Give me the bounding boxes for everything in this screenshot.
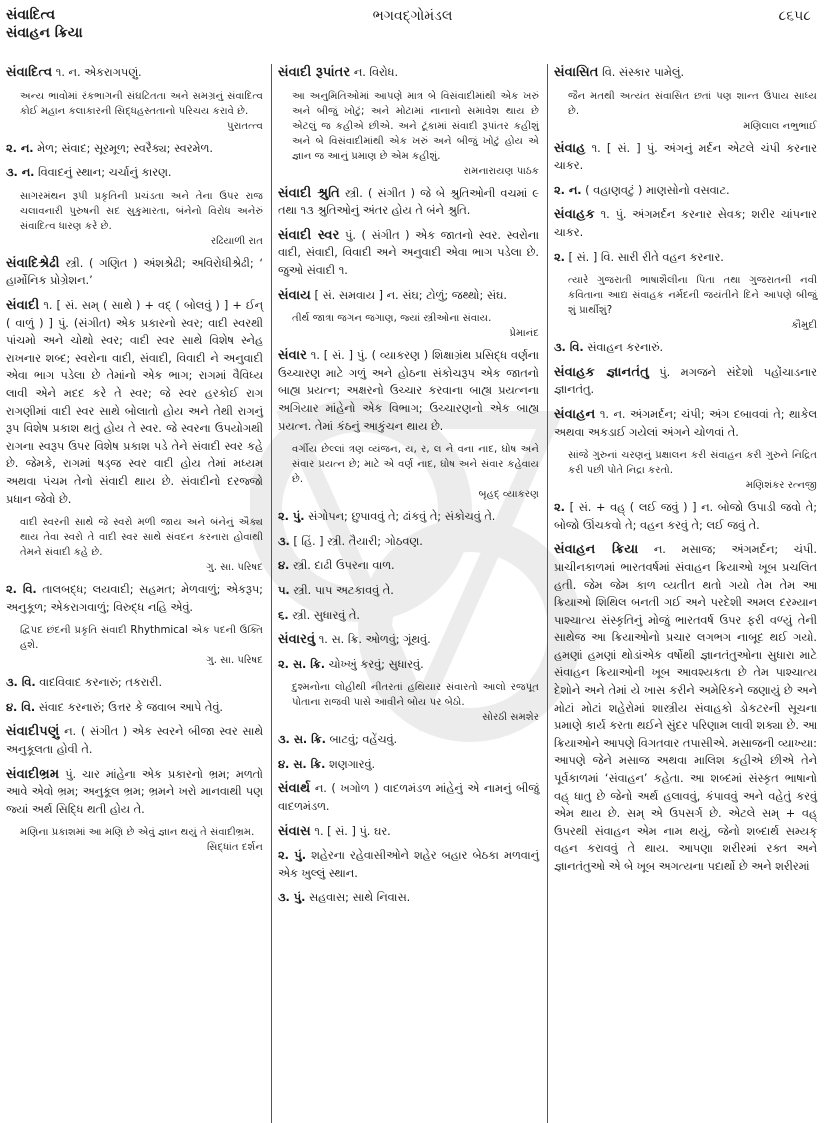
sense-number: ૨. ન. (554, 183, 582, 197)
definition-text: ૧. [ સં. ] પું. ઘર. (310, 824, 391, 838)
sense-number: ૨. પું. (278, 849, 307, 863)
headword: સંવાહ (554, 140, 586, 156)
headword: સંવાહન ક્રિયા (554, 542, 639, 558)
definition-text: સહવાસ; સાથે નિવાસ. (305, 891, 411, 905)
definition-text: [ સં. ] વિ. સારી રીતે વહન કરનાર. (564, 250, 724, 264)
quote-text: દુશ્મનોના લોહીથી નીતરતાં હથિયાર સંવારતો આલો રજપૂત પોતાના રાજવી પાસે આવીને બોય પર બેઠો. (292, 682, 539, 709)
quote-source: કૌમુદી (791, 320, 817, 332)
sense-number: ૫. (278, 583, 290, 597)
definition-text: ન. મસાજ; અંગમર્દન; ચંપી. પ્રાચીનકાળમાં ભારતવર્ષમાં સંવાહન ક્રિયાઓ ખૂબ પ્રચલિત હતી. જેમ જેમ કાળ વ્યતીત થતો ગયો તેમ તેમ આ ક્રિયાઓ શિથિલ બનતી ગઈ અને પરદેશી અમલ દરમ્યાન પાશ્ચાત્ય સંસ્કૃતિનું મોજું ભારતવર્ષ ઉપર ફરી વળ્યું તેની સાથેજ આ ક્રિયાઓનો પ્રચાર લગભગ નાબૂદ થઈ ગયો. હમણાં હમણાં થોડાંએક વર્ષોથી જ્ઞાનતંતુઓના સુધારા માટે સંવાહન ક્રિયાઓની ખૂબ આવશ્યકતા છે તેમ પાશ્ચાત્ય દેશોને અને તેમાં યે ખાસ કરીને અમેરિકને જણાયું છે અને મોટાં મોટાં શહેરોમાં શાસ્ત્રીય સંવાહકો ડોકટરની સૂચના પ્રમાણે કાર્ય કરતા થઈને સુંદર પરિણામ લાવી શક્યા છે. આ ક્રિયાઓને આપણે વિગતવાર તપાસીએ. મસાજની વ્યાખ્યા: આપણે જેને મસાજ અથવા માલિશ કહીએ છીએ તેને પૂર્વકાળમાં ‘સંવાહન’ કહેતા. આ શબ્દમાં સંસ્કૃત ભાષાનો વહ્ ધાતુ છે જેનો અર્થ હલાવવું, કંપાવવું અને વહેતું કરવું એમ થાય છે. સમ્ એ ઉપસર્ગ છે. એટલે સમ્ + વહ્ ઉપરથી સંવાહન એમ નામ થયું, જેનો શબ્દાર્થ સમ્યક્ વહન કરાવવું તે થાય. આપણા શરીરમાં રક્ત અને જ્ઞાનતંતુઓ એ બે ખૂબ અગત્યના પદાર્થો છે અને શરીરમાં (554, 543, 817, 873)
entry-sense (278, 731, 539, 749)
usage-quote (292, 89, 539, 179)
sense-number: ૪. વિ. (6, 700, 36, 714)
definition-text: સંવાદ કરનારું; ઉત્તર કે જવાબ આપે તેવું. (35, 700, 223, 714)
sense-number: ૩. (278, 534, 290, 548)
quote-source: રામનારાયણ પાઠક (463, 165, 539, 177)
definition-text: ન. ( સંગીત ) એક સ્વરને બીજા સ્વર સાથે અનુકૂલતા હોવી તે. (6, 725, 263, 757)
guide-word-last: સંવાહન ક્રિયા (6, 25, 83, 41)
headword: સંવારવું (278, 632, 316, 648)
definition-text: [ હિં. ] સ્ત્રી. તૈયારી; ગોઠવણ. (289, 534, 423, 548)
usage-quote (20, 825, 263, 855)
entry-sense (278, 656, 539, 674)
quote-source: સોરઠી સમશેર (482, 712, 539, 724)
sense-number: ૨. (554, 501, 565, 515)
sense-number: ૪. (278, 559, 290, 573)
usage-quote (568, 89, 817, 134)
definition-text: તાલબદ્ધ; લયવાદી; સહમત; મેળવાળું; એકરૂપ; અનુકૂળ; એકરાગવાળું; વિરુદ્ધ નહિ એવું. (6, 583, 263, 614)
definition-text: ૧. [ સં. ] પું. અંગનું મર્દન એટલે ચંપી કરનાર ચાકર. (554, 141, 817, 173)
definition-text: ૧. સ. ક્રિ. ઓળવું; ગૂંથવું. (315, 633, 431, 647)
quote-source: ગુ. સા. પરિષદ (206, 562, 263, 574)
dictionary-entry (554, 206, 817, 241)
sense-number: ૬. (278, 608, 289, 622)
entry-sense (554, 182, 817, 200)
quote-source: બૃહદ્ વ્યાકરણ (478, 489, 539, 501)
definition-text: સ્ત્રી. સુધારવું તે. (288, 608, 361, 622)
entry-sense (554, 249, 817, 267)
quote-source: રઢિયાળી રાત (210, 235, 263, 247)
usage-quote (20, 89, 263, 134)
entry-sense (278, 508, 539, 526)
definition-text: બાટવું; વહેંચવું. (325, 733, 398, 747)
sense-number: ૩. વિ. (6, 676, 36, 690)
usage-quote (292, 311, 539, 341)
quote-text: સાંજે ગુરુનાં ચરણનું પ્રક્ષાલન કરી સંવાહન કરી ગુરુને નિદ્રિત કરી પછી પોતે નિદ્રા કરતો. (568, 450, 817, 477)
headword: સંવાય (278, 287, 311, 303)
sense-number: ૩. વિ. (554, 341, 584, 355)
dictionary-entry (6, 723, 263, 758)
headword: સંવાર (278, 348, 307, 364)
headword: સંવાદીપણું (6, 724, 60, 740)
column-3 (548, 64, 825, 1123)
column-1 (0, 64, 272, 1123)
definition-text: મેળ; સંવાદ; સૂરમૂળ; સ્વરૈક્ય; સ્વરમેળ. (33, 141, 213, 155)
definition-text: સ્ત્રી. દાઢી ઉપરના વાળ. (289, 559, 395, 573)
dictionary-entry (6, 766, 263, 819)
dictionary-entry (278, 287, 539, 305)
page-number: ૮૬૫૮ (778, 8, 811, 24)
quote-text: વાદી સ્વરની સાથે જે સ્વરો મળી જાય અને બંનેનું ઐક્ય થાય તેવા સ્વરો તે વાદી સ્વર સાથે સંવદન કરનારા હોવાથી તેમને સંવાદી કહે છે. (20, 517, 263, 559)
definition-text: ન. વિરોધ. (350, 66, 399, 79)
definition-text: શણગારવું. (325, 757, 376, 771)
headword: સંવાહક (554, 207, 595, 223)
definition-text: સ્ત્રી. ( ગણિત ) અંશશ્રેઢી; અવિરોધીશ્રેઢી; ‘ હાર્મોનિક પ્રોગ્રેશન.’ (6, 256, 263, 288)
headword: સંવાદી રૂપાંતર (278, 65, 351, 80)
dictionary-entry (278, 780, 539, 815)
headword: સંવાસિત (554, 65, 599, 80)
definition-text: સંવાહન કરનારું. (583, 341, 664, 355)
headword: સંવાદી (6, 297, 40, 313)
definition-text: ચોખ્ખું કરવું; સુધારવું. (325, 657, 424, 671)
definition-text: વિવાદનું સ્થાન; ચર્ચાનું કારણ. (34, 166, 172, 180)
dictionary-columns (0, 64, 825, 1123)
quote-text: આ અનુમિતિઓમાં આપણે માત્ર બે વિસંવાદીમાંથી એક ખરું અને બીજું ખોટું; અને મોટામાં નાનાનો સમાવેશ થાય છે એટલું જ કહીએ છીએ. અને ટૂંકામાં સંવાદી રૂપાંતર કહીશું અને બે વિસંવાદીમાંથી એક ખરું અને બીજું ખોટું હોય એ જ્ઞાન જ આનું પ્રમાણ છે એમ કહીશું. (292, 90, 539, 162)
usage-quote (568, 448, 817, 493)
headword: સંવાદિશ્રેઢી (6, 255, 60, 271)
quote-source: મણિલાલ નભુભાઈ (743, 120, 817, 132)
definition-text: ન. ( ખગોળ ) વાદળમંડળ માંહેનું એ નામનું બીજું વાદળમંડળ. (278, 782, 539, 814)
dictionary-entry (554, 64, 817, 82)
definition-text: વિ. સંસ્કાર પામેલું. (598, 66, 685, 79)
dictionary-entry (278, 227, 539, 280)
entry-sense (6, 699, 263, 717)
dictionary-entry (554, 140, 817, 175)
quote-source: મણિશંકર રત્નજી (745, 480, 817, 492)
definition-text: [ સં. + વહ્ ( લઈ જવું ) ] ન. બોજો ઉપાડી જવો તે; બોજો ઊંચકવો તે; વહન કરવું તે; લઈ જવું તે. (554, 501, 817, 532)
definition-text: સ્ત્રી. ( સંગીત ) જે બે શ્રુતિઓની વચમાં ૯ તથા ૧૩ શ્રુતિઓનું અંતર હોય તે બંને શ્રુતિ. (278, 186, 539, 218)
definition-text: ૧. ન. એકરાગપણું. (52, 66, 142, 79)
headword: સંવાદીભ્રમ (6, 766, 60, 782)
definition-text: ( વહાણવટું ) માણસોનો વસવાટ. (581, 183, 730, 197)
sense-number: ૩. ન. (6, 166, 35, 180)
entry-sense (278, 533, 539, 551)
entry-sense (554, 339, 817, 357)
quote-text: સાગરમંથન રૂપી પ્રકૃતિની પ્રચંડતા અને તેના ઉપર રાજ ચલાવનારી પુરુષની સદ સુકુમારતા, બંનેનો વિરોધ અનેરું સંવાદિત્વ ધારણ કરે છે. (20, 190, 263, 232)
dictionary-entry (6, 255, 263, 290)
definition-text: ૧. ન. અંગમર્દન; ચંપી; અંગ દબાવવાં તે; થાકેલ અથવા અકડાઈ ગયેલાં અંગને ચોળવાં તે. (554, 407, 817, 439)
headword: સંવાર્થ (278, 781, 311, 797)
quote-text: ત્યારે ગુજરાતી ભાષાશૈલીના પિતા તથા ગુજરાતની નવી કવિતાના આદ્ય સંવાહક નર્મદની જયંતીને દિને આપણે બીજું શું પ્રાર્થીશું? (568, 275, 817, 317)
quote-source: ગુ. સા. પરિષદ (206, 655, 263, 667)
entry-sense (6, 674, 263, 692)
quote-text: તીર્થ જાત્રા જગન જગાણ, જ્યાં સ્ત્રીઓના સંવાય. (292, 313, 492, 325)
entry-sense (278, 607, 539, 625)
sense-number: ૨. (554, 250, 565, 264)
dictionary-entry (6, 297, 263, 508)
dictionary-entry (278, 185, 539, 220)
sense-number: ૩. પું. (278, 891, 306, 905)
headword: સંવાદી સ્વર (278, 227, 340, 243)
page-header (0, 0, 825, 60)
usage-quote (20, 189, 263, 249)
definition-text: પું. ચાર માંહેના એક પ્રકારનો ભ્રમ; મળતો આવે એવો ભ્રમ; અનુકૂલ ભ્રમ; ભ્રમને ખરો માનવાથી પણ જ્યાં અર્થ સિદ્ધિ થતી હોય તે. (6, 767, 263, 816)
sense-number: ૨. વિ. (6, 583, 37, 597)
quote-text: વર્ગીય છેલ્લાં ત્રણ વ્યંજન, ય, ર, લ ને વના નાદ, ઘોષ અને સંવાર પ્રયત્ન છે; માટે એ વર્ણ નાદ, ઘોષ અને સંવાર કહેવાય છે. (292, 444, 539, 486)
definition-text: સ્ત્રી. પાપ અટકાવવું તે. (289, 583, 394, 597)
entry-sense (278, 847, 539, 882)
definition-text: પું. મગજને સંદેશો પહોંચાડનાર જ્ઞાનતંતુ. (554, 365, 817, 397)
usage-quote (292, 442, 539, 502)
entry-sense (6, 140, 263, 158)
quote-text: અન્ય ભાવોમાં રંકભાગની સંઘટિતતા અને સમગ્રનું સંવાદિત્વ કોઈ મહાન કલાકારની સિદ્ધહસ્તતાનો પરિચય કરાવે છે. (20, 90, 263, 117)
quote-text: દ્વિપદ છંદની પ્રકૃતિ સંવાદી Rhythmical એક પદની ઉક્તિ હશે. (20, 625, 263, 652)
entry-sense (554, 499, 817, 534)
usage-quote (568, 273, 817, 333)
usage-quote (20, 623, 263, 668)
entry-sense (278, 889, 539, 907)
quote-source: સિદ્ધાંત દર્શન (207, 842, 263, 854)
sense-number: ૨. ન. (6, 141, 34, 155)
definition-text: સંગોપન; છુપાવવું તે; ઢાંકવું તે; સંકોચવું તે. (304, 510, 496, 524)
entry-sense (6, 164, 263, 182)
headword: સંવાદિત્વ (6, 65, 53, 80)
usage-quote (292, 680, 539, 725)
quote-text: જૈન મતથી અત્યંત સંવાસિત છતાં પણ શાન્ત ઉપાય સાધ્ય છે. (568, 90, 817, 117)
definition-text: ૧. [ સં. ] પું. ( વ્યાકરણ ) શિક્ષાગ્રંથ પ્રસિદ્ધ વર્ણના ઉચ્ચારણ માટે ગળું અને હોઠના સંકોચરૂપ એક જાતનો બાહ્ય પ્રયત્ન; અક્ષરનો ઉચ્ચાર કરવાના બાહ્ય પ્રયત્નના અગિયાર માંહેનો એક વિભાગ; ઉચ્ચારણનો એક બાહ્ય પ્રયત્ન. તેમાં કંઠનું આકુંચન થાય છે. (278, 349, 539, 433)
entry-sense (278, 557, 539, 575)
dictionary-entry (278, 64, 539, 82)
definition-text: વાદવિવાદ કરનારું; તકરારી. (35, 676, 163, 690)
quote-source: પ્રેમાનંદ (509, 328, 539, 340)
sense-number: ૪. સ. ક્રિ. (278, 757, 326, 771)
guide-word-first: સંવાદિત્વ (6, 7, 56, 23)
dictionary-entry (6, 64, 263, 82)
definition-text: પું. ( સંગીત ) એક જાતનો સ્વર. સ્વરોના વાદી, સંવાદી, વિવાદી અને અનુવાદી એવા ભાગ પડેલા છે. જુઓ સંવાદી ૧. (278, 228, 539, 277)
dictionary-entry (554, 364, 817, 399)
entry-sense (278, 756, 539, 774)
usage-quote (20, 515, 263, 575)
headword: સંવાહક જ્ઞાનતંતુ (554, 364, 649, 380)
entry-sense (6, 581, 263, 616)
definition-text: ૧. [ સં. સમ્ ( સાથે ) + વદ્ ( બોલવું ) ] + ઈન્ ( વાળું ) ] પું. (સંગીત) એક પ્રકારનો સ્વર; વાદી સ્વરથી પાંચમો અને ચોથો સ્વર; વાદી સ્વર સાથે વિશેષ સ્નેહ રાખનાર શબ્દ; સ્વરોના વાદી, સંવાદી, વિવાદી ને અનુવાદી એવા ભાગ પડેલા છે તેમાંનો એક ભાગ; રાગમાં વૈવિધ્ય લાવી એને મદદ કરે તે સ્વર; જે સ્વર હરકોઈ રાગ રાગણીમાં વાદી સ્વર સાથે બોલાતો હોય અને તેથી રાગનું રૂપ વિશેષ પ્રકાશ થતું હોય તે સ્વર. જે સ્વરના ઉપયોગથી રાગના સ્વરૂપ ઉપર વિશેષ પ્રકાશ પડે તેને સંવાદી સ્વર કહે છે. જેમકે, રાગમાં ષડ્જ સ્વર વાદી હોય તેમાં મધ્યમ અથવા પંચમ તેનો સંવાદી થાય છે. સંવાદીનો દરજ્જો પ્રધાન જેવો છે. (6, 298, 263, 506)
dictionary-entry (278, 347, 539, 435)
sense-number: ૩. સ. ક્રિ. (278, 733, 326, 747)
sense-number: ૨. સ. ક્રિ. (278, 657, 326, 671)
dictionary-entry (554, 406, 817, 441)
dictionary-entry (278, 823, 539, 841)
headword: સંવાદી શ્રુતિ (278, 185, 340, 201)
sense-number: ૨. પું. (278, 510, 305, 524)
quote-source: પુરાતત્ત્વ (227, 120, 263, 132)
running-title: ભગવદ્ગોમંડલ (372, 8, 453, 24)
column-2 (272, 64, 548, 1123)
headword: સંવાહન (554, 406, 596, 422)
definition-text: [ સં. સમવાય ] ન. સંઘ; ટોળું; જથ્થો; સંઘ. (310, 288, 508, 302)
definition-text: શહેરના રહેવાસીઓને શહેર બહાર બેઠકા મળવાનું એક ખુલ્લું સ્થાન. (278, 849, 540, 880)
entry-sense (278, 582, 539, 600)
definition-text: ૧. પું. અંગમર્દન કરનાર સેવક; શરીર ચાંપનાર ચાકર. (554, 208, 817, 239)
dictionary-entry (278, 631, 539, 649)
headword: સંવાસ (278, 823, 311, 839)
quote-text: મણિના પ્રકાશમાં આ મણિ છે એવું જ્ઞાન થયું તે સંવાદીભ્રમ. (20, 827, 255, 839)
dictionary-entry (554, 541, 817, 875)
